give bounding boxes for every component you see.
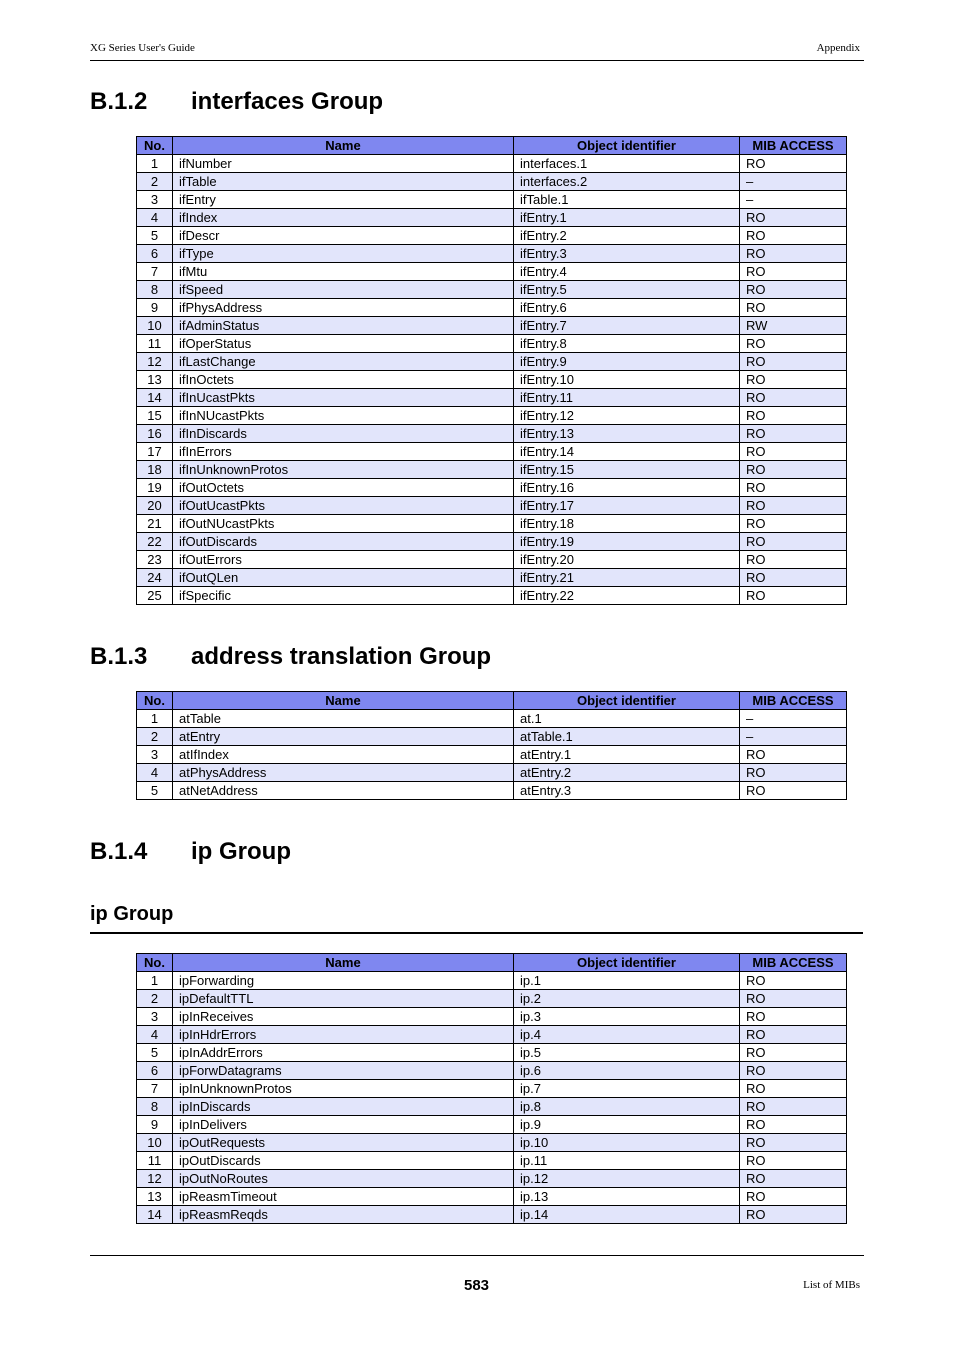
cell-name: atIfIndex [173,746,514,764]
cell-no: 14 [137,1206,173,1224]
cell-access: RO [740,245,847,263]
cell-access: RO [740,746,847,764]
cell-access: RO [740,1080,847,1098]
column-header-no: No. [137,137,173,155]
table-row [137,764,847,782]
table-row [137,1098,847,1116]
table-row [137,371,847,389]
cell-oid: ip.1 [514,972,740,990]
cell-name: ifTable [173,173,514,191]
cell-name: ifLastChange [173,353,514,371]
cell-oid: ifEntry.2 [514,227,740,245]
cell-oid: ifEntry.19 [514,533,740,551]
cell-access: RO [740,1206,847,1224]
cell-no: 20 [137,497,173,515]
table-header-row [137,137,847,155]
cell-oid: ifTable.1 [514,191,740,209]
table-row [137,782,847,800]
cell-no: 24 [137,569,173,587]
cell-no: 2 [137,728,173,746]
cell-oid: ifEntry.16 [514,479,740,497]
table-row [137,551,847,569]
cell-name: ifInErrors [173,443,514,461]
cell-access: RO [740,972,847,990]
cell-no: 5 [137,782,173,800]
table-row [137,299,847,317]
table-row [137,245,847,263]
cell-oid: atEntry.1 [514,746,740,764]
cell-name: ifOutDiscards [173,533,514,551]
cell-access: RO [740,263,847,281]
footer-chapter: List of MIBs [803,1279,860,1291]
cell-no: 3 [137,746,173,764]
cell-access: RO [740,1062,847,1080]
table-row [137,587,847,605]
cell-oid: ifEntry.21 [514,569,740,587]
cell-oid: ifEntry.13 [514,425,740,443]
cell-name: ifSpeed [173,281,514,299]
cell-access: RO [740,371,847,389]
cell-no: 19 [137,479,173,497]
cell-oid: ifEntry.22 [514,587,740,605]
cell-no: 6 [137,245,173,263]
section-title: interfaces Group [191,88,384,115]
cell-oid: ip.7 [514,1080,740,1098]
table-row [137,1080,847,1098]
table-row [137,173,847,191]
cell-oid: ifEntry.3 [514,245,740,263]
cell-oid: ip.13 [514,1188,740,1206]
table-row [137,281,847,299]
table-row [137,1026,847,1044]
cell-name: ifDescr [173,227,514,245]
column-header-access: MIB ACCESS [740,137,847,155]
cell-oid: ifEntry.1 [514,209,740,227]
cell-no: 10 [137,317,173,335]
cell-oid: ifEntry.8 [514,335,740,353]
cell-no: 3 [137,191,173,209]
cell-oid: ifEntry.7 [514,317,740,335]
section-heading-ip [90,838,291,866]
cell-no: 12 [137,353,173,371]
cell-name: ipOutRequests [173,1134,514,1152]
table-row [137,191,847,209]
cell-no: 8 [137,1098,173,1116]
cell-access: RO [740,497,847,515]
table-row [137,209,847,227]
cell-oid: ip.10 [514,1134,740,1152]
cell-no: 25 [137,587,173,605]
table-row [137,461,847,479]
header-chapter: Appendix [816,42,860,54]
cell-oid: ifEntry.6 [514,299,740,317]
cell-no: 12 [137,1170,173,1188]
table-row [137,317,847,335]
cell-name: ifInUnknownProtos [173,461,514,479]
cell-name: ipOutDiscards [173,1152,514,1170]
cell-name: ifEntry [173,191,514,209]
table-row [137,155,847,173]
table-row [137,533,847,551]
section-heading-interfaces [90,88,383,116]
cell-no: 1 [137,972,173,990]
cell-no: 4 [137,764,173,782]
cell-name: ifOperStatus [173,335,514,353]
cell-no: 13 [137,1188,173,1206]
cell-oid: ip.6 [514,1062,740,1080]
cell-oid: ip.3 [514,1008,740,1026]
table-row [137,479,847,497]
table-row [137,515,847,533]
cell-name: ifInDiscards [173,425,514,443]
cell-oid: ip.2 [514,990,740,1008]
cell-name: ifSpecific [173,587,514,605]
cell-name: ipInDelivers [173,1116,514,1134]
cell-no: 8 [137,281,173,299]
table-row [137,569,847,587]
cell-no: 23 [137,551,173,569]
section-heading-address-translation [90,643,491,671]
cell-no: 7 [137,263,173,281]
cell-oid: interfaces.2 [514,173,740,191]
cell-no: 14 [137,389,173,407]
cell-name: ifAdminStatus [173,317,514,335]
cell-name: atPhysAddress [173,764,514,782]
table-row [137,710,847,728]
cell-oid: atTable.1 [514,728,740,746]
cell-name: ifPhysAddress [173,299,514,317]
cell-name: atNetAddress [173,782,514,800]
table-row [137,728,847,746]
cell-name: ifIndex [173,209,514,227]
cell-name: ipReasmTimeout [173,1188,514,1206]
cell-access: RO [740,1026,847,1044]
cell-name: ifOutQLen [173,569,514,587]
page-number: 583 [464,1277,490,1294]
cell-no: 22 [137,533,173,551]
cell-access: RO [740,443,847,461]
cell-access: RO [740,990,847,1008]
table-row [137,263,847,281]
cell-name: ifInUcastPkts [173,389,514,407]
running-footer [90,1255,864,1306]
cell-access: – [740,191,847,209]
cell-oid: ifEntry.15 [514,461,740,479]
cell-oid: at.1 [514,710,740,728]
cell-no: 6 [137,1062,173,1080]
cell-no: 9 [137,299,173,317]
table-row [137,497,847,515]
cell-oid: ip.14 [514,1206,740,1224]
cell-access: RO [740,155,847,173]
column-header-oid: Object identifier [514,137,740,155]
cell-access: RO [740,782,847,800]
header-guide-title: XG Series User's Guide [90,42,195,54]
table-row [137,1206,847,1224]
cell-access: RO [740,479,847,497]
table-row [137,1188,847,1206]
cell-no: 2 [137,173,173,191]
cell-access: RO [740,764,847,782]
cell-name: ifOutErrors [173,551,514,569]
section-number: B.1.2 [90,88,148,115]
cell-oid: ifEntry.14 [514,443,740,461]
cell-no: 11 [137,1152,173,1170]
cell-access: RW [740,317,847,335]
table-row [137,972,847,990]
cell-name: atEntry [173,728,514,746]
cell-oid: ip.8 [514,1098,740,1116]
interfaces-table [136,136,847,605]
table-row [137,1170,847,1188]
cell-access: RO [740,335,847,353]
cell-access: RO [740,281,847,299]
cell-access: RO [740,353,847,371]
cell-no: 4 [137,209,173,227]
table-row [137,1062,847,1080]
cell-name: ifOutUcastPkts [173,497,514,515]
table-row [137,335,847,353]
cell-name: ipForwDatagrams [173,1062,514,1080]
cell-oid: ifEntry.10 [514,371,740,389]
cell-name: ifInOctets [173,371,514,389]
cell-access: RO [740,1098,847,1116]
cell-name: ipInDiscards [173,1098,514,1116]
column-header-oid: Object identifier [514,954,740,972]
cell-name: ipInHdrErrors [173,1026,514,1044]
cell-access: RO [740,227,847,245]
cell-no: 1 [137,710,173,728]
table-row [137,990,847,1008]
cell-access: – [740,728,847,746]
cell-no: 21 [137,515,173,533]
cell-name: ifNumber [173,155,514,173]
cell-name: atTable [173,710,514,728]
cell-oid: ip.5 [514,1044,740,1062]
cell-oid: ifEntry.5 [514,281,740,299]
cell-name: ipDefaultTTL [173,990,514,1008]
cell-access: RO [740,1116,847,1134]
column-header-no: No. [137,692,173,710]
cell-no: 9 [137,1116,173,1134]
cell-access: RO [740,587,847,605]
cell-access: RO [740,1170,847,1188]
cell-oid: ifEntry.4 [514,263,740,281]
cell-access: RO [740,1188,847,1206]
column-header-oid: Object identifier [514,692,740,710]
table-header-row [137,954,847,972]
section-number: B.1.3 [90,643,148,670]
section-number: B.1.4 [90,838,148,865]
cell-no: 5 [137,1044,173,1062]
table-row [137,353,847,371]
cell-access: RO [740,425,847,443]
cell-oid: ifEntry.9 [514,353,740,371]
cell-access: RO [740,515,847,533]
cell-no: 15 [137,407,173,425]
cell-name: ipInReceives [173,1008,514,1026]
cell-oid: ifEntry.17 [514,497,740,515]
cell-no: 10 [137,1134,173,1152]
cell-access: RO [740,1044,847,1062]
cell-oid: atEntry.2 [514,764,740,782]
section-title: ip Group [191,838,291,865]
cell-name: ifInNUcastPkts [173,407,514,425]
cell-access: RO [740,209,847,227]
cell-name: ipOutNoRoutes [173,1170,514,1188]
cell-oid: ifEntry.12 [514,407,740,425]
cell-no: 18 [137,461,173,479]
column-header-no: No. [137,954,173,972]
cell-oid: ip.11 [514,1152,740,1170]
cell-access: RO [740,461,847,479]
subsection-heading-ip: ip Group [90,902,863,934]
ip-table [136,953,847,1224]
cell-access: – [740,173,847,191]
table-row [137,1116,847,1134]
cell-no: 17 [137,443,173,461]
column-header-name: Name [173,137,514,155]
column-header-name: Name [173,692,514,710]
cell-no: 5 [137,227,173,245]
cell-name: ipReasmReqds [173,1206,514,1224]
cell-no: 2 [137,990,173,1008]
section-title: address translation Group [191,643,492,670]
cell-access: – [740,710,847,728]
cell-name: ifOutNUcastPkts [173,515,514,533]
cell-name: ifOutOctets [173,479,514,497]
address-translation-table [136,691,847,800]
cell-access: RO [740,1134,847,1152]
cell-access: RO [740,407,847,425]
table-row [137,443,847,461]
cell-oid: ip.9 [514,1116,740,1134]
column-header-access: MIB ACCESS [740,692,847,710]
cell-access: RO [740,533,847,551]
cell-oid: atEntry.3 [514,782,740,800]
cell-access: RO [740,551,847,569]
column-header-access: MIB ACCESS [740,954,847,972]
cell-access: RO [740,569,847,587]
cell-no: 3 [137,1008,173,1026]
cell-name: ipInUnknownProtos [173,1080,514,1098]
cell-access: RO [740,389,847,407]
column-header-name: Name [173,954,514,972]
cell-no: 13 [137,371,173,389]
cell-name: ipInAddrErrors [173,1044,514,1062]
table-row [137,746,847,764]
table-row [137,1152,847,1170]
cell-oid: ifEntry.20 [514,551,740,569]
cell-no: 1 [137,155,173,173]
cell-oid: ifEntry.18 [514,515,740,533]
table-row [137,1008,847,1026]
cell-name: ifType [173,245,514,263]
cell-no: 11 [137,335,173,353]
running-header [90,41,864,61]
cell-name: ipForwarding [173,972,514,990]
cell-oid: ifEntry.11 [514,389,740,407]
cell-access: RO [740,1008,847,1026]
cell-no: 7 [137,1080,173,1098]
cell-name: ifMtu [173,263,514,281]
cell-no: 4 [137,1026,173,1044]
table-row [137,407,847,425]
cell-access: RO [740,299,847,317]
table-header-row [137,692,847,710]
table-row [137,227,847,245]
cell-oid: interfaces.1 [514,155,740,173]
cell-oid: ip.12 [514,1170,740,1188]
cell-access: RO [740,1152,847,1170]
table-row [137,1134,847,1152]
table-row [137,389,847,407]
cell-oid: ip.4 [514,1026,740,1044]
cell-no: 16 [137,425,173,443]
table-row [137,1044,847,1062]
table-row [137,425,847,443]
